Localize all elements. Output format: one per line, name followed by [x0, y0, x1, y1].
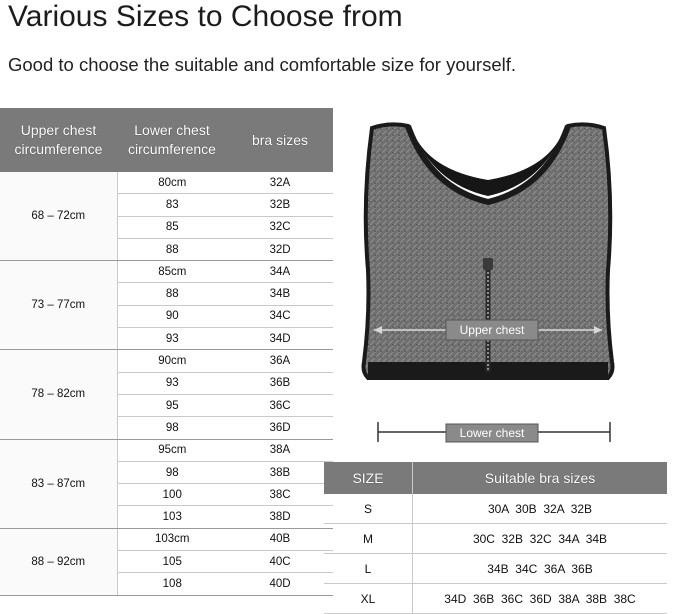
lower-chest-value: 80cm	[117, 172, 227, 194]
size-chart-body	[0, 172, 333, 595]
bra-size-value: 34A	[227, 261, 333, 283]
bra-size-value: 40B	[227, 528, 333, 550]
size-label: L	[324, 554, 413, 584]
bra-size-value: 36A	[227, 350, 333, 372]
bra-size-value: 36C	[227, 394, 333, 416]
bra-size-value: 38B	[227, 461, 333, 483]
lower-chest-value: 98	[117, 417, 227, 439]
bra-size-value: 38A	[227, 439, 333, 461]
bra-size-header: bra sizes	[227, 108, 333, 172]
size-chart-header-row	[0, 108, 333, 172]
upper-chest-header: Upper chest circumference	[0, 108, 117, 172]
table-row	[324, 524, 667, 554]
suitable-bras: 34B 34C 36A 36B	[413, 554, 668, 584]
page-title: Various Sizes to Choose from	[8, 0, 403, 33]
table-row	[0, 439, 333, 461]
upper-chest-range: 78 – 82cm	[0, 350, 117, 439]
size-chart-table	[0, 108, 333, 596]
lower-chest-label: Lower chest	[459, 426, 525, 440]
upper-chest-range: 68 – 72cm	[0, 172, 117, 261]
lower-chest-value: 95cm	[117, 439, 227, 461]
size-label: S	[324, 494, 413, 524]
bra-size-value: 32B	[227, 194, 333, 216]
upper-chest-range: 88 – 92cm	[0, 528, 117, 595]
lower-chest-value: 85cm	[117, 261, 227, 283]
suitable-bras: 34D 36B 36C 36D 38A 38B 38C	[413, 584, 668, 614]
lower-chest-value: 103cm	[117, 528, 227, 550]
bra-size-value: 34C	[227, 305, 333, 327]
lower-chest-value: 105	[117, 551, 227, 573]
lower-chest-value: 103	[117, 506, 227, 528]
lower-chest-value: 100	[117, 484, 227, 506]
bra-size-value: 38C	[227, 484, 333, 506]
suitable-bra-header: Suitable bra sizes	[413, 462, 668, 494]
bra-size-value: 32A	[227, 172, 333, 194]
zipper-pull	[483, 258, 493, 270]
lower-chest-header: Lower chest circumference	[117, 108, 227, 172]
bra-size-value: 32C	[227, 216, 333, 238]
size-label: XL	[324, 584, 413, 614]
lower-chest-value: 108	[117, 573, 227, 595]
bra-size-value: 40D	[227, 573, 333, 595]
table-row	[0, 528, 333, 550]
size-guide-header-row	[324, 462, 667, 494]
table-row	[0, 172, 333, 194]
bra-illustration	[338, 110, 638, 458]
size-guide-table	[324, 462, 667, 614]
bra-size-value: 36D	[227, 417, 333, 439]
table-row	[0, 350, 333, 372]
size-label: M	[324, 524, 413, 554]
bra-size-value: 36B	[227, 372, 333, 394]
lower-chest-value: 85	[117, 216, 227, 238]
suitable-bras: 30C 32B 32C 34A 34B	[413, 524, 668, 554]
table-row	[0, 261, 333, 283]
table-row	[324, 494, 667, 524]
lower-chest-value: 83	[117, 194, 227, 216]
size-header: SIZE	[324, 462, 413, 494]
upper-chest-range: 73 – 77cm	[0, 261, 117, 350]
lower-chest-value: 98	[117, 461, 227, 483]
upper-chest-range: 83 – 87cm	[0, 439, 117, 528]
size-guide-body	[324, 494, 667, 614]
lower-chest-value: 93	[117, 372, 227, 394]
bra-size-value: 40C	[227, 551, 333, 573]
lower-chest-value: 88	[117, 283, 227, 305]
page-subtitle: Good to choose the suitable and comfortable size for yourself.	[8, 54, 517, 75]
lower-chest-value: 88	[117, 238, 227, 260]
bra-size-value: 34B	[227, 283, 333, 305]
lower-chest-value: 93	[117, 328, 227, 350]
bra-size-value: 34D	[227, 328, 333, 350]
bra-size-value: 38D	[227, 506, 333, 528]
lower-chest-value: 90	[117, 305, 227, 327]
lower-chest-value: 90cm	[117, 350, 227, 372]
bra-diagram	[338, 110, 638, 458]
lower-chest-value: 95	[117, 394, 227, 416]
upper-chest-label: Upper chest	[459, 323, 525, 337]
table-row	[324, 554, 667, 584]
bra-size-value: 32D	[227, 238, 333, 260]
suitable-bras: 30A 30B 32A 32B	[413, 494, 668, 524]
